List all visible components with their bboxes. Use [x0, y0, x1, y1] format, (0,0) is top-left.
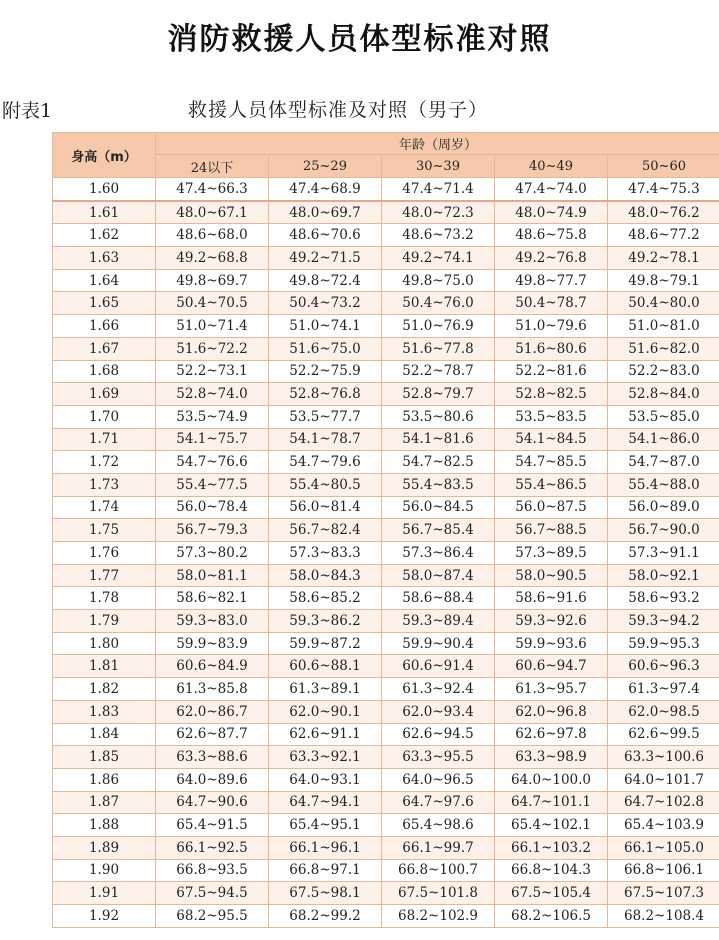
- table-row: [53, 655, 719, 678]
- weight-range-cell: 62.0~86.7: [156, 700, 269, 723]
- weight-range-cell: 49.2~78.1: [608, 247, 719, 270]
- weight-range-cell: 63.3~88.6: [156, 746, 269, 769]
- weight-range-cell: 56.7~79.3: [156, 519, 269, 542]
- weight-range-cell: 50.4~76.0: [382, 292, 495, 315]
- weight-range-cell: 51.0~81.0: [608, 315, 719, 338]
- table-subtitle: 救援人员体型标准及对照（男子）: [188, 99, 489, 121]
- weight-range-cell: 47.4~75.3: [608, 178, 719, 201]
- height-cell: 1.87: [53, 791, 156, 814]
- weight-range-cell: 52.8~84.0: [608, 383, 719, 406]
- height-cell: 1.76: [53, 542, 156, 565]
- weight-range-cell: 59.9~83.9: [156, 632, 269, 655]
- weight-range-cell: 56.0~87.5: [495, 496, 608, 519]
- weight-range-cell: 54.7~85.5: [495, 451, 608, 474]
- weight-range-cell: 56.7~88.5: [495, 519, 608, 542]
- weight-range-cell: 60.6~94.7: [495, 655, 608, 678]
- weight-range-cell: 53.5~74.9: [156, 405, 269, 428]
- weight-range-cell: 51.6~80.6: [495, 337, 608, 360]
- weight-range-cell: 49.8~69.7: [156, 269, 269, 292]
- weight-range-cell: 65.4~98.6: [382, 814, 495, 837]
- weight-range-cell: 50.4~78.7: [495, 292, 608, 315]
- weight-range-cell: 52.8~82.5: [495, 383, 608, 406]
- weight-range-cell: 68.2~99.2: [269, 905, 382, 928]
- weight-range-cell: 52.2~75.9: [269, 360, 382, 383]
- weight-range-cell: 57.3~80.2: [156, 542, 269, 565]
- weight-range-cell: 66.8~106.1: [608, 859, 719, 882]
- weight-range-cell: 54.1~84.5: [495, 428, 608, 451]
- table-row: [53, 292, 719, 315]
- height-cell: 1.85: [53, 746, 156, 769]
- table-row: [53, 859, 719, 882]
- table-row: [53, 678, 719, 701]
- weight-range-cell: 48.0~74.9: [495, 201, 608, 224]
- weight-range-cell: 50.4~73.2: [269, 292, 382, 315]
- height-cell: 1.73: [53, 473, 156, 496]
- weight-range-cell: 51.0~74.1: [269, 315, 382, 338]
- weight-range-cell: 64.0~89.6: [156, 768, 269, 791]
- table-row: [53, 632, 719, 655]
- age-column-header: 24以下: [156, 155, 269, 178]
- weight-range-cell: 62.6~99.5: [608, 723, 719, 746]
- table-row: [53, 700, 719, 723]
- weight-range-cell: 60.6~88.1: [269, 655, 382, 678]
- weight-range-cell: 59.3~89.4: [382, 610, 495, 633]
- weight-range-cell: 48.0~67.1: [156, 201, 269, 224]
- weight-range-cell: 54.1~86.0: [608, 428, 719, 451]
- weight-range-cell: 58.6~85.2: [269, 587, 382, 610]
- weight-range-cell: 66.8~93.5: [156, 859, 269, 882]
- weight-range-cell: 64.0~101.7: [608, 768, 719, 791]
- weight-range-cell: 55.4~83.5: [382, 473, 495, 496]
- table-body: [53, 178, 719, 928]
- table-header: [53, 133, 719, 178]
- weight-range-cell: 60.6~96.3: [608, 655, 719, 678]
- weight-range-cell: 60.6~91.4: [382, 655, 495, 678]
- weight-range-cell: 48.6~68.0: [156, 224, 269, 247]
- weight-range-cell: 60.6~84.9: [156, 655, 269, 678]
- weight-range-cell: 49.8~79.1: [608, 269, 719, 292]
- weight-range-cell: 59.3~86.2: [269, 610, 382, 633]
- table-row: [53, 360, 719, 383]
- height-cell: 1.69: [53, 383, 156, 406]
- height-cell: 1.77: [53, 564, 156, 587]
- table-row: [53, 542, 719, 565]
- weight-range-cell: 59.9~90.4: [382, 632, 495, 655]
- weight-range-cell: 59.3~94.2: [608, 610, 719, 633]
- weight-range-cell: 62.0~96.8: [495, 700, 608, 723]
- weight-range-cell: 63.3~95.5: [382, 746, 495, 769]
- weight-range-cell: 56.7~90.0: [608, 519, 719, 542]
- weight-range-cell: 61.3~89.1: [269, 678, 382, 701]
- weight-range-cell: 58.0~90.5: [495, 564, 608, 587]
- weight-range-cell: 65.4~103.9: [608, 814, 719, 837]
- weight-range-cell: 49.2~68.8: [156, 247, 269, 270]
- height-cell: 1.68: [53, 360, 156, 383]
- table-row: [53, 473, 719, 496]
- table-row: [53, 882, 719, 905]
- weight-range-cell: 62.6~94.5: [382, 723, 495, 746]
- height-cell: 1.83: [53, 700, 156, 723]
- weight-range-cell: 57.3~91.1: [608, 542, 719, 565]
- weight-range-cell: 49.2~71.5: [269, 247, 382, 270]
- table-row: [53, 405, 719, 428]
- height-cell: 1.70: [53, 405, 156, 428]
- weight-range-cell: 62.6~91.1: [269, 723, 382, 746]
- weight-range-cell: 61.3~95.7: [495, 678, 608, 701]
- height-cell: 1.71: [53, 428, 156, 451]
- weight-range-cell: 53.5~77.7: [269, 405, 382, 428]
- weight-range-cell: 55.4~77.5: [156, 473, 269, 496]
- weight-range-cell: 55.4~80.5: [269, 473, 382, 496]
- height-cell: 1.80: [53, 632, 156, 655]
- table-row: [53, 768, 719, 791]
- table-row: [53, 519, 719, 542]
- table-row: [53, 610, 719, 633]
- weight-range-cell: 67.5~105.4: [495, 882, 608, 905]
- height-cell: 1.79: [53, 610, 156, 633]
- weight-range-cell: 68.2~102.9: [382, 905, 495, 928]
- weight-range-cell: 51.6~82.0: [608, 337, 719, 360]
- height-cell: 1.61: [53, 201, 156, 224]
- weight-range-cell: 48.0~69.7: [269, 201, 382, 224]
- weight-range-cell: 49.8~77.7: [495, 269, 608, 292]
- weight-range-cell: 59.3~92.6: [495, 610, 608, 633]
- table-row: [53, 814, 719, 837]
- weight-range-cell: 52.8~76.8: [269, 383, 382, 406]
- table-row: [53, 723, 719, 746]
- weight-range-cell: 49.2~74.1: [382, 247, 495, 270]
- weight-range-cell: 52.2~81.6: [495, 360, 608, 383]
- weight-range-cell: 55.4~86.5: [495, 473, 608, 496]
- page-title: 消防救援人员体型标准对照: [167, 22, 552, 57]
- weight-range-cell: 54.7~76.6: [156, 451, 269, 474]
- weight-range-cell: 51.6~72.2: [156, 337, 269, 360]
- weight-range-cell: 59.9~95.3: [608, 632, 719, 655]
- height-cell: 1.72: [53, 451, 156, 474]
- weight-range-cell: 48.6~77.2: [608, 224, 719, 247]
- weight-range-cell: 64.7~101.1: [495, 791, 608, 814]
- height-cell: 1.86: [53, 768, 156, 791]
- weight-range-cell: 67.5~94.5: [156, 882, 269, 905]
- age-group-header: 年龄（周岁）: [156, 133, 719, 155]
- weight-range-cell: 52.2~83.0: [608, 360, 719, 383]
- weight-range-cell: 53.5~80.6: [382, 405, 495, 428]
- weight-range-cell: 64.0~96.5: [382, 768, 495, 791]
- age-column-header: 50~60: [608, 155, 719, 178]
- weight-range-cell: 54.7~87.0: [608, 451, 719, 474]
- table-row: [53, 428, 719, 451]
- weight-range-cell: 66.1~103.2: [495, 836, 608, 859]
- height-cell: 1.82: [53, 678, 156, 701]
- weight-range-cell: 58.0~92.1: [608, 564, 719, 587]
- table-row: [53, 746, 719, 769]
- weight-range-cell: 62.6~97.8: [495, 723, 608, 746]
- weight-range-cell: 51.0~71.4: [156, 315, 269, 338]
- weight-range-cell: 52.2~73.1: [156, 360, 269, 383]
- weight-range-cell: 47.4~66.3: [156, 178, 269, 201]
- weight-range-cell: 67.5~101.8: [382, 882, 495, 905]
- table-row: [53, 587, 719, 610]
- weight-range-cell: 61.3~92.4: [382, 678, 495, 701]
- body-type-standard-table: [52, 132, 719, 928]
- weight-range-cell: 56.7~82.4: [269, 519, 382, 542]
- weight-range-cell: 56.7~85.4: [382, 519, 495, 542]
- weight-range-cell: 64.0~93.1: [269, 768, 382, 791]
- table-row: [53, 564, 719, 587]
- weight-range-cell: 56.0~89.0: [608, 496, 719, 519]
- weight-range-cell: 61.3~97.4: [608, 678, 719, 701]
- weight-range-cell: 54.7~79.6: [269, 451, 382, 474]
- table-row: [53, 269, 719, 292]
- weight-range-cell: 54.7~82.5: [382, 451, 495, 474]
- weight-range-cell: 58.6~82.1: [156, 587, 269, 610]
- height-cell: 1.78: [53, 587, 156, 610]
- weight-range-cell: 52.8~79.7: [382, 383, 495, 406]
- weight-range-cell: 56.0~78.4: [156, 496, 269, 519]
- weight-range-cell: 67.5~98.1: [269, 882, 382, 905]
- weight-range-cell: 63.3~100.6: [608, 746, 719, 769]
- age-column-header: 30~39: [382, 155, 495, 178]
- weight-range-cell: 65.4~102.1: [495, 814, 608, 837]
- weight-range-cell: 65.4~91.5: [156, 814, 269, 837]
- weight-range-cell: 64.7~94.1: [269, 791, 382, 814]
- weight-range-cell: 66.8~104.3: [495, 859, 608, 882]
- height-cell: 1.65: [53, 292, 156, 315]
- weight-range-cell: 49.8~75.0: [382, 269, 495, 292]
- weight-range-cell: 64.7~90.6: [156, 791, 269, 814]
- table-row: [53, 836, 719, 859]
- weight-range-cell: 66.1~92.5: [156, 836, 269, 859]
- weight-range-cell: 54.1~81.6: [382, 428, 495, 451]
- weight-range-cell: 48.0~76.2: [608, 201, 719, 224]
- weight-range-cell: 49.8~72.4: [269, 269, 382, 292]
- table-row: [53, 496, 719, 519]
- table-row: [53, 315, 719, 338]
- height-cell: 1.62: [53, 224, 156, 247]
- weight-range-cell: 62.6~87.7: [156, 723, 269, 746]
- table-row: [53, 383, 719, 406]
- table-row: [53, 337, 719, 360]
- age-column-header: 40~49: [495, 155, 608, 178]
- weight-range-cell: 58.6~93.2: [608, 587, 719, 610]
- weight-range-cell: 58.0~81.1: [156, 564, 269, 587]
- height-cell: 1.75: [53, 519, 156, 542]
- weight-range-cell: 53.5~83.5: [495, 405, 608, 428]
- height-cell: 1.74: [53, 496, 156, 519]
- height-cell: 1.84: [53, 723, 156, 746]
- weight-range-cell: 58.0~87.4: [382, 564, 495, 587]
- weight-range-cell: 62.0~93.4: [382, 700, 495, 723]
- weight-range-cell: 53.5~85.0: [608, 405, 719, 428]
- table-row: [53, 178, 719, 201]
- weight-range-cell: 66.1~96.1: [269, 836, 382, 859]
- header-row-group: [53, 133, 719, 155]
- table-row: [53, 201, 719, 224]
- height-cell: 1.60: [53, 178, 156, 201]
- weight-range-cell: 50.4~80.0: [608, 292, 719, 315]
- weight-range-cell: 68.2~106.5: [495, 905, 608, 928]
- weight-range-cell: 66.1~105.0: [608, 836, 719, 859]
- table-row: [53, 451, 719, 474]
- height-cell: 1.89: [53, 836, 156, 859]
- weight-range-cell: 64.7~102.8: [608, 791, 719, 814]
- weight-range-cell: 47.4~71.4: [382, 178, 495, 201]
- height-cell: 1.91: [53, 882, 156, 905]
- table-row: [53, 247, 719, 270]
- weight-range-cell: 64.0~100.0: [495, 768, 608, 791]
- weight-range-cell: 56.0~84.5: [382, 496, 495, 519]
- weight-range-cell: 50.4~70.5: [156, 292, 269, 315]
- weight-range-cell: 59.3~83.0: [156, 610, 269, 633]
- weight-range-cell: 57.3~86.4: [382, 542, 495, 565]
- weight-range-cell: 52.2~78.7: [382, 360, 495, 383]
- weight-range-cell: 66.1~99.7: [382, 836, 495, 859]
- table-row: [53, 224, 719, 247]
- weight-range-cell: 64.7~97.6: [382, 791, 495, 814]
- height-cell: 1.64: [53, 269, 156, 292]
- weight-range-cell: 58.0~84.3: [269, 564, 382, 587]
- weight-range-cell: 56.0~81.4: [269, 496, 382, 519]
- weight-range-cell: 68.2~108.4: [608, 905, 719, 928]
- weight-range-cell: 61.3~85.8: [156, 678, 269, 701]
- table-label: 附表1: [2, 100, 53, 122]
- table-row: [53, 791, 719, 814]
- weight-range-cell: 48.6~75.8: [495, 224, 608, 247]
- weight-range-cell: 65.4~95.1: [269, 814, 382, 837]
- weight-range-cell: 47.4~74.0: [495, 178, 608, 201]
- age-column-header: 25~29: [269, 155, 382, 178]
- weight-range-cell: 51.0~76.9: [382, 315, 495, 338]
- weight-range-cell: 59.9~93.6: [495, 632, 608, 655]
- weight-range-cell: 68.2~95.5: [156, 905, 269, 928]
- height-cell: 1.67: [53, 337, 156, 360]
- weight-range-cell: 55.4~88.0: [608, 473, 719, 496]
- weight-range-cell: 59.9~87.2: [269, 632, 382, 655]
- weight-range-cell: 67.5~107.3: [608, 882, 719, 905]
- weight-range-cell: 58.6~91.6: [495, 587, 608, 610]
- weight-range-cell: 51.6~77.8: [382, 337, 495, 360]
- weight-range-cell: 57.3~83.3: [269, 542, 382, 565]
- weight-range-cell: 54.1~78.7: [269, 428, 382, 451]
- weight-range-cell: 48.6~70.6: [269, 224, 382, 247]
- weight-range-cell: 62.0~98.5: [608, 700, 719, 723]
- height-column-header: 身高（m）: [53, 133, 156, 178]
- weight-range-cell: 52.8~74.0: [156, 383, 269, 406]
- height-cell: 1.92: [53, 905, 156, 928]
- weight-range-cell: 49.2~76.8: [495, 247, 608, 270]
- weight-range-cell: 58.6~88.4: [382, 587, 495, 610]
- weight-range-cell: 51.6~75.0: [269, 337, 382, 360]
- table-row: [53, 905, 719, 928]
- weight-range-cell: 57.3~89.5: [495, 542, 608, 565]
- weight-range-cell: 62.0~90.1: [269, 700, 382, 723]
- height-cell: 1.66: [53, 315, 156, 338]
- weight-range-cell: 48.0~72.3: [382, 201, 495, 224]
- weight-range-cell: 66.8~97.1: [269, 859, 382, 882]
- height-cell: 1.81: [53, 655, 156, 678]
- height-cell: 1.88: [53, 814, 156, 837]
- weight-range-cell: 54.1~75.7: [156, 428, 269, 451]
- weight-range-cell: 63.3~92.1: [269, 746, 382, 769]
- weight-range-cell: 63.3~98.9: [495, 746, 608, 769]
- weight-range-cell: 48.6~73.2: [382, 224, 495, 247]
- weight-range-cell: 47.4~68.9: [269, 178, 382, 201]
- weight-range-cell: 51.0~79.6: [495, 315, 608, 338]
- height-cell: 1.90: [53, 859, 156, 882]
- weight-range-cell: 66.8~100.7: [382, 859, 495, 882]
- height-cell: 1.63: [53, 247, 156, 270]
